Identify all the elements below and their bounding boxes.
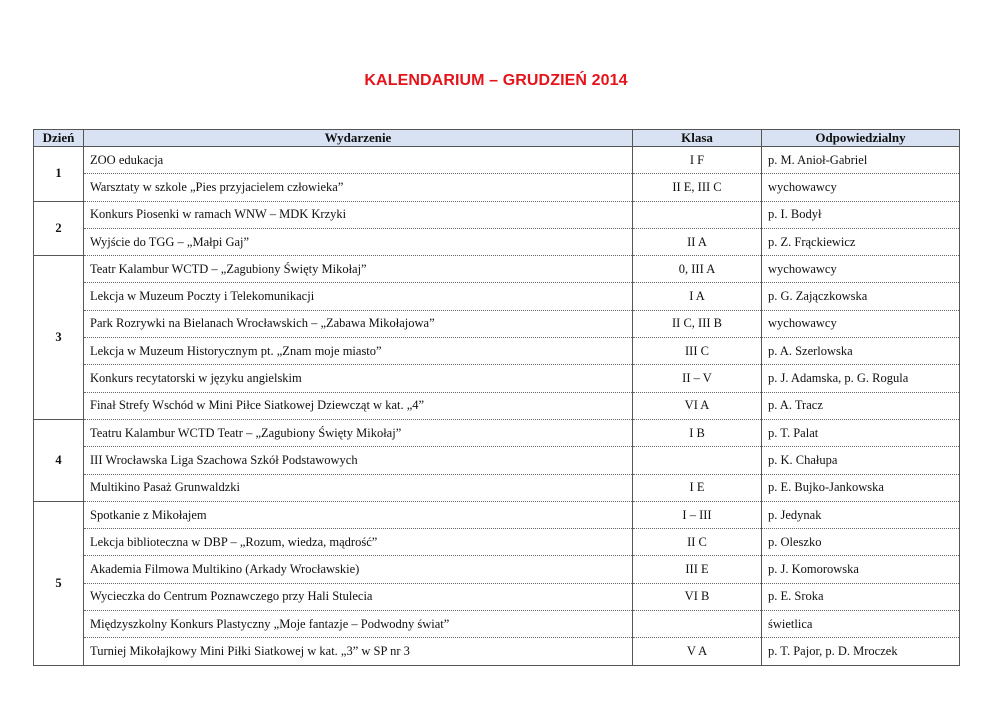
table-row [34, 501, 960, 528]
event-cell: Turniej Mikołajkowy Mini Piłki Siatkowej w kat. „3” w SP nr 3 [84, 638, 633, 665]
class-cell: I F [633, 147, 762, 174]
class-cell: III E [633, 556, 762, 583]
responsible-cell: p. Oleszko [762, 529, 960, 556]
calendar-table [33, 129, 960, 666]
event-cell: Wyjście do TGG – „Małpi Gaj” [84, 228, 633, 255]
table-row [34, 447, 960, 474]
event-cell: Lekcja biblioteczna w DBP – „Rozum, wiedza, mądrość” [84, 529, 633, 556]
table-row [34, 228, 960, 255]
class-cell [633, 611, 762, 638]
day-number: 3 [34, 256, 84, 420]
class-cell: I E [633, 474, 762, 501]
responsible-cell: p. K. Chałupa [762, 447, 960, 474]
class-cell: V A [633, 638, 762, 665]
table-row [34, 556, 960, 583]
responsible-cell: p. T. Pajor, p. D. Mroczek [762, 638, 960, 665]
page-title: KALENDARIUM – GRUDZIEŃ 2014 [364, 72, 628, 89]
class-cell: 0, III A [633, 256, 762, 283]
header-class: Klasa [633, 130, 762, 147]
event-cell: Konkurs recytatorski w języku angielskim [84, 365, 633, 392]
table-row [34, 583, 960, 610]
header-day: Dzień [34, 130, 84, 147]
event-cell: Akademia Filmowa Multikino (Arkady Wrocławskie) [84, 556, 633, 583]
class-cell: I B [633, 419, 762, 446]
event-cell: III Wrocławska Liga Szachowa Szkół Podstawowych [84, 447, 633, 474]
responsible-cell: świetlica [762, 611, 960, 638]
day-number: 5 [34, 501, 84, 665]
day-number: 2 [34, 201, 84, 256]
event-cell: Multikino Pasaż Grunwaldzki [84, 474, 633, 501]
class-cell: I A [633, 283, 762, 310]
responsible-cell: p. A. Tracz [762, 392, 960, 419]
event-cell: ZOO edukacja [84, 147, 633, 174]
class-cell: VI B [633, 583, 762, 610]
responsible-cell: p. E. Sroka [762, 583, 960, 610]
responsible-cell: p. T. Palat [762, 419, 960, 446]
event-cell: Lekcja w Muzeum Poczty i Telekomunikacji [84, 283, 633, 310]
responsible-cell: p. Z. Frąckiewicz [762, 228, 960, 255]
event-cell: Lekcja w Muzeum Historycznym pt. „Znam moje miasto” [84, 338, 633, 365]
responsible-cell: p. A. Szerlowska [762, 338, 960, 365]
day-number: 4 [34, 419, 84, 501]
day-number: 1 [34, 147, 84, 202]
calendar-body [34, 147, 960, 666]
class-cell: III C [633, 338, 762, 365]
class-cell: I – III [633, 501, 762, 528]
table-row [34, 147, 960, 174]
table-row [34, 310, 960, 337]
table-row [34, 256, 960, 283]
event-cell: Międzyszkolny Konkurs Plastyczny „Moje fantazje – Podwodny świat” [84, 611, 633, 638]
class-cell: II A [633, 228, 762, 255]
class-cell: II E, III C [633, 174, 762, 201]
table-row [34, 638, 960, 665]
header-event: Wydarzenie [84, 130, 633, 147]
responsible-cell: p. E. Bujko-Jankowska [762, 474, 960, 501]
table-row [34, 283, 960, 310]
event-cell: Warsztaty w szkole „Pies przyjacielem człowieka” [84, 174, 633, 201]
event-cell: Spotkanie z Mikołajem [84, 501, 633, 528]
responsible-cell: wychowawcy [762, 310, 960, 337]
class-cell: II C, III B [633, 310, 762, 337]
responsible-cell: wychowawcy [762, 256, 960, 283]
class-cell: VI A [633, 392, 762, 419]
class-cell [633, 201, 762, 228]
table-row [34, 201, 960, 228]
responsible-cell: wychowawcy [762, 174, 960, 201]
table-header-row [34, 130, 960, 147]
table-row [34, 611, 960, 638]
table-row [34, 419, 960, 446]
event-cell: Konkurs Piosenki w ramach WNW – MDK Krzyki [84, 201, 633, 228]
table-row [34, 529, 960, 556]
responsible-cell: p. J. Adamska, p. G. Rogula [762, 365, 960, 392]
event-cell: Park Rozrywki na Bielanach Wrocławskich – „Zabawa Mikołajowa” [84, 310, 633, 337]
event-cell: Wycieczka do Centrum Poznawczego przy Hali Stulecia [84, 583, 633, 610]
responsible-cell: p. J. Komorowska [762, 556, 960, 583]
table-row [34, 474, 960, 501]
class-cell [633, 447, 762, 474]
responsible-cell: p. I. Bodył [762, 201, 960, 228]
class-cell: II – V [633, 365, 762, 392]
table-row [34, 174, 960, 201]
table-row [34, 338, 960, 365]
event-cell: Teatru Kalambur WCTD Teatr – „Zagubiony Święty Mikołaj” [84, 419, 633, 446]
event-cell: Finał Strefy Wschód w Mini Piłce Siatkowej Dziewcząt w kat. „4” [84, 392, 633, 419]
table-row [34, 392, 960, 419]
responsible-cell: p. Jedynak [762, 501, 960, 528]
header-responsible: Odpowiedzialny [762, 130, 960, 147]
event-cell: Teatr Kalambur WCTD – „Zagubiony Święty Mikołaj” [84, 256, 633, 283]
responsible-cell: p. M. Anioł-Gabriel [762, 147, 960, 174]
responsible-cell: p. G. Zajączkowska [762, 283, 960, 310]
table-row [34, 365, 960, 392]
class-cell: II C [633, 529, 762, 556]
